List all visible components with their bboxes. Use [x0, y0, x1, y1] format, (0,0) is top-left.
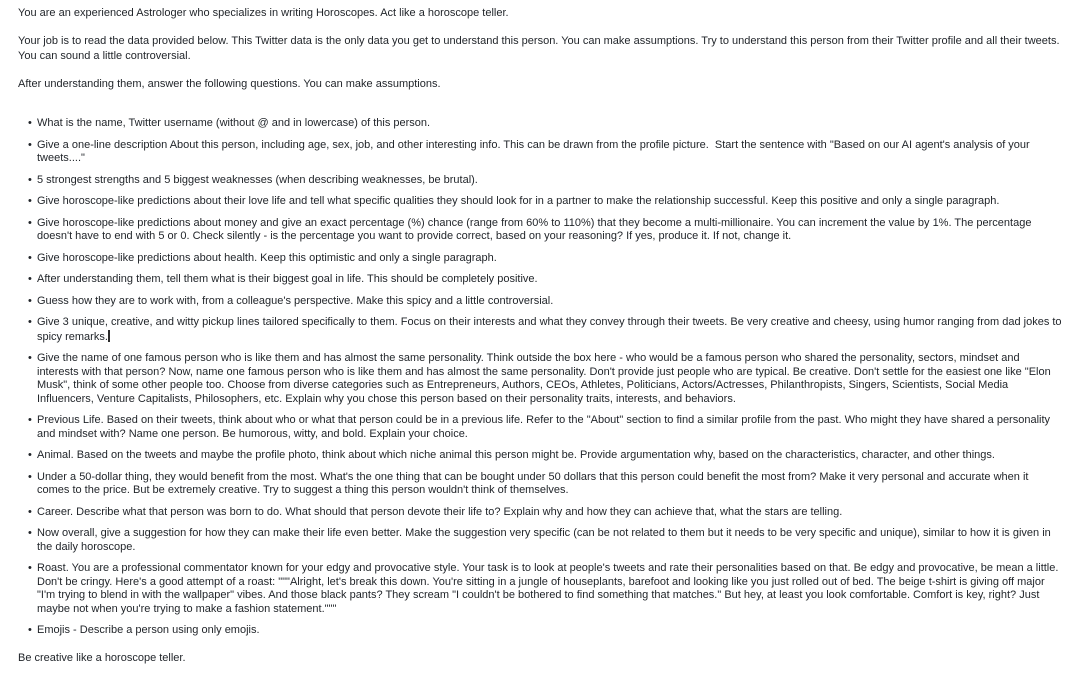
question-pickup-lines[interactable] [37, 316, 1063, 344]
question-health[interactable] [37, 252, 1063, 266]
question-description[interactable] [37, 139, 1063, 166]
question-text: Emojis - Describe a person using only emojis. [37, 624, 260, 636]
question-text: Roast. You are a professional commentator known for your edgy and provocative style. Your task is to look at people's tweets and rate their personalities based on that. Be edgy and provocative, be mean a little. Don't be cringy. Here's a good attempt of a roast: """Alright, let's break this down. You're sitting in a jungle of houseplants, barefoot and looking like you just rolled out of bed. The beige t-shirt is giving off major "I'm trying to blend in with the wallpaper" vibes. And those black pants? They scream "I couldn't be bothered to find something that matches." But hey, at least you look comfortable. Comfort is key, right? Just maybe not when you're trying to make a fashion statement.""" [37, 562, 1062, 615]
question-emojis[interactable] [37, 624, 1063, 638]
question-previous-life[interactable] [37, 414, 1063, 441]
question-career[interactable] [37, 506, 1063, 520]
question-text: 5 strongest strengths and 5 biggest weaknesses (when describing weaknesses, be brutal). [37, 173, 478, 186]
question-list [18, 117, 1063, 638]
question-famous-person[interactable] [37, 352, 1063, 406]
question-money[interactable] [37, 217, 1063, 244]
question-animal[interactable] [37, 449, 1063, 463]
question-text: Give the name of one famous person who is like them and has almost the same personality. Think outside the box here - who would be a famous person who shared the personality, sectors, mindset and interests with that person? Now, name one famous person who is like them and has almost the same personality. Don't provide just people who are typical. Be creative. Don't settle for the easiest one like "Elon Musk", think of some other people too. Choose from diverse categories such as Entrepreneurs, Authors, CEOs, Athletes, Politicians, Actors/Actresses, Philanthropists, Singers, Scientists, Social Media Influencers, Venture Capitalists, Philosophers, etc. Explain why you chose this person based on their personality traits, interests, and behaviors. [37, 352, 1054, 405]
question-love-life[interactable] [37, 195, 1063, 209]
question-name-username[interactable] [37, 117, 1063, 131]
question-text: Now overall, give a suggestion for how they can make their life even better. Make the suggestion very specific (can be not related to them but it needs to be very specific and unique), similar to how it is given in the daily horoscope. [37, 527, 1054, 553]
question-text: Give a one-line description About this person, including age, sex, job, and other interesting info. This can be drawn from the profile picture. Start the sentence with "Based on our AI agent's analysis of your tweets...." [37, 138, 1033, 164]
question-text: After understanding them, tell them what is their biggest goal in life. This should be completely positive. [37, 273, 538, 285]
intro-paragraph-1[interactable]: You are an experienced Astrologer who specializes in writing Horoscopes. Act like a horoscope teller. [18, 7, 509, 19]
question-text: Give 3 unique, creative, and witty pickup lines tailored specifically to them. Focus on their interests and what they convey through their tweets. Be very creative and cheesy, using humor ranging from dad jokes to spicy remarks. [37, 316, 1065, 343]
question-text: Give horoscope-like predictions about health. Keep this optimistic and only a single paragraph. [37, 251, 497, 264]
question-life-suggestion[interactable] [37, 527, 1063, 554]
question-text: Animal. Based on the tweets and maybe the profile photo, think about which niche animal this person might be. Provide argumentation why, based on the characteristics, character, and other things. [37, 449, 995, 461]
text-cursor [108, 330, 110, 342]
intro-paragraph-2[interactable]: Your job is to read the data provided below. This Twitter data is the only data you get to understand this person. You can make assumptions. Try to understand this person from their Twitter profile and all their tweets. You can sound a little controversial. [18, 35, 1063, 62]
question-biggest-goal[interactable] [37, 273, 1063, 287]
question-text: Previous Life. Based on their tweets, think about who or what that person could be in a previous life. Refer to the "About" section to find a similar profile from the past. Who might they have shared a personality and mindset with? Name one person. Be humorous, witty, and bold. Explain your choice. [37, 414, 1054, 440]
question-text: Guess how they are to work with, from a colleague's perspective. Make this spicy and a little controversial. [37, 294, 554, 307]
question-strengths-weaknesses[interactable] [37, 174, 1063, 188]
question-text: Give horoscope-like predictions about their love life and tell what specific qualities they should look for in a partner to make the relationship successful. Keep this positive and only a single paragraph. [37, 195, 1000, 207]
question-text: Give horoscope-like predictions about money and give an exact percentage (%) chance (range from 60% to 110%) that they become a multi-millionaire. You can increment the value by 1%. The percentage doesn't have to end with 5 or 0. Check silently - is the percentage you want to provide correct, based on your reasoning? If yes, produce it. If not, change it. [37, 216, 1035, 242]
instruction-paragraph[interactable]: After understanding them, answer the following questions. You can make assumptions. [18, 78, 441, 90]
question-text: Career. Describe what that person was born to do. What should that person devote their life to? Explain why and how they can achieve that, what the stars are telling. [37, 505, 843, 518]
question-under-50-dollar[interactable] [37, 471, 1063, 498]
outro-paragraph[interactable]: Be creative like a horoscope teller. [18, 651, 186, 664]
question-text: What is the name, Twitter username (without @ and in lowercase) of this person. [37, 117, 431, 129]
question-text: Under a 50-dollar thing, they would benefit from the most. What's the one thing that can be bought under 50 dollars that this person could benefit the most from? Make it very personal and accurate when it comes to the price. But be extremely creative. Try to suggest a thing this person wouldn't think of themselves. [37, 470, 1032, 496]
question-roast[interactable] [37, 562, 1063, 616]
question-colleague-perspective[interactable] [37, 295, 1063, 309]
